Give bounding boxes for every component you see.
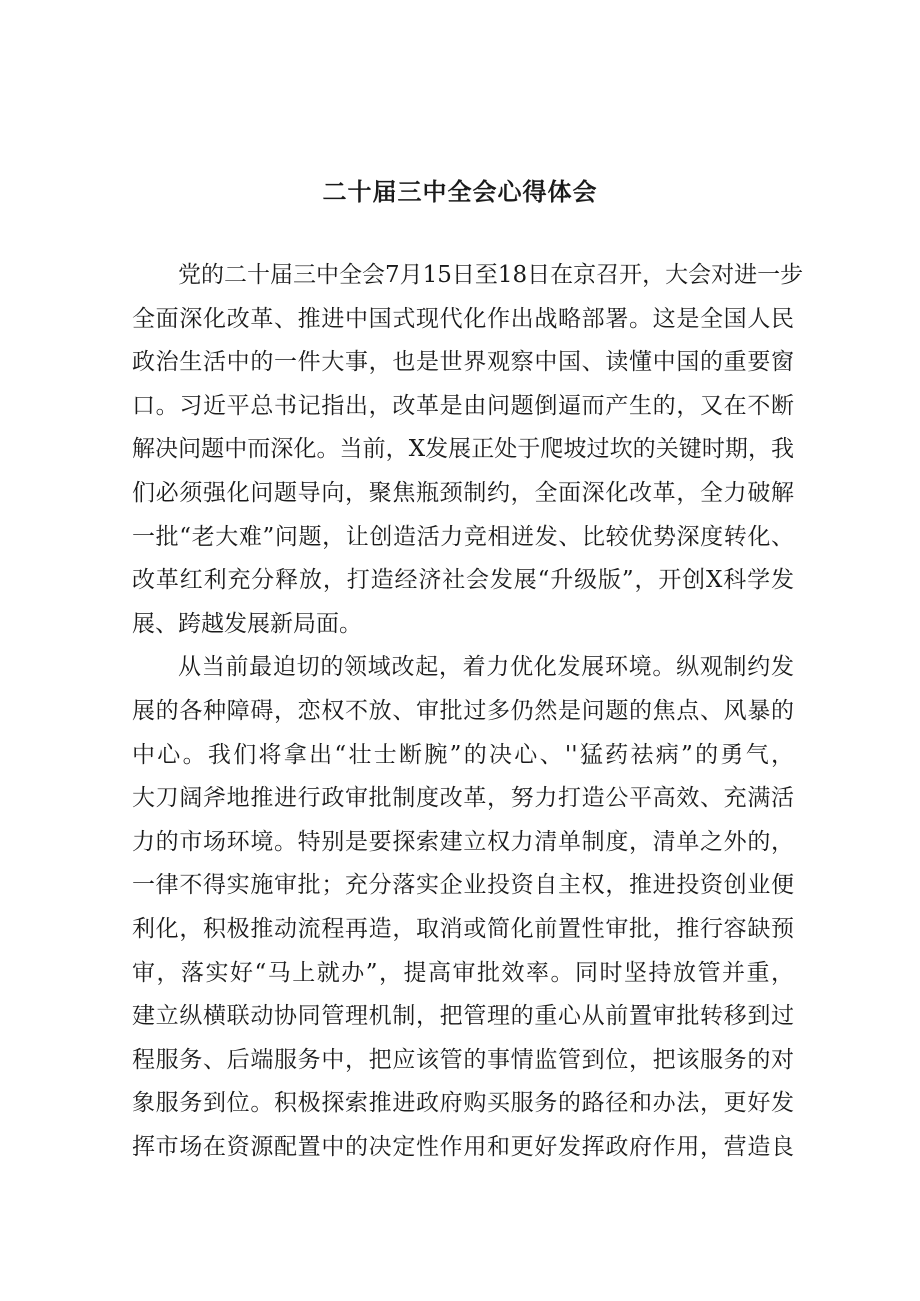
text-line: 程服务、后端服务中，把应该管的事情监管到位，把该服务的对 — [132, 1046, 794, 1073]
text-line: 全面深化改革、推进中国式现代化作出战略部署。这是全国人民 — [132, 305, 794, 332]
text-line: 一律不得实施审批；充分落实企业投资自主权，推进投资创业便 — [132, 872, 794, 899]
text-line: 利化，积极推动流程再造，取消或简化前置性审批，推行容缺预 — [132, 915, 794, 942]
text-line: 口。习近平总书记指出，改革是由问题倒逼而产生的，又在不断 — [132, 392, 794, 419]
document-title: 二十届三中全会心得体会 — [322, 178, 598, 206]
document-body — [132, 254, 804, 1169]
text-line: 们必须强化问题导向，聚焦瓶颈制约，全面深化改革，全力破解 — [132, 479, 794, 506]
text-line: 中心。我们将拿出“壮士断腕”的决心、''猛药祛病”的勇气， — [132, 741, 794, 768]
text-line: 大刀阔斧地推进行政审批制度改革，努力打造公平高效、充满活 — [132, 785, 794, 812]
text-line: 审，落实好“马上就办”，提高审批效率。同时坚持放管并重， — [132, 959, 794, 986]
paragraph-2 — [132, 646, 794, 1169]
text-line: 展的各种障碍，恋权不放、审批过多仍然是问题的焦点、风暴的 — [132, 697, 794, 724]
text-line: 力的市场环境。特别是要探索建立权力清单制度，清单之外的， — [132, 828, 794, 855]
text-line: 党的二十届三中全会7月15日至18日在京召开，大会对进一步 — [178, 262, 804, 288]
text-line: 展、跨越发展新局面。 — [132, 610, 362, 637]
text-line: 建立纵横联动协同管理机制，把管理的重心从前置审批转移到过 — [132, 1003, 794, 1030]
paragraph-1 — [132, 254, 804, 646]
text-line: 挥市场在资源配置中的决定性作用和更好发挥政府作用，营造良 — [132, 1133, 794, 1160]
text-line: 政治生活中的一件大事，也是世界观察中国、读懂中国的重要窗 — [132, 349, 794, 376]
text-line: 改革红利充分释放，打造经济社会发展“升级版”，开创X科学发 — [132, 567, 794, 594]
text-line: 一批“老大难”问题，让创造活力竞相迸发、比较优势深度转化、 — [132, 523, 794, 550]
text-line: 解决问题中而深化。当前，X发展正处于爬坡过坎的关键时期，我 — [132, 436, 794, 463]
text-line: 从当前最迫切的领域改起，着力优化发展环境。纵观制约发 — [178, 654, 794, 681]
text-line: 象服务到位。积极探索推进政府购买服务的路径和办法，更好发 — [132, 1090, 794, 1117]
